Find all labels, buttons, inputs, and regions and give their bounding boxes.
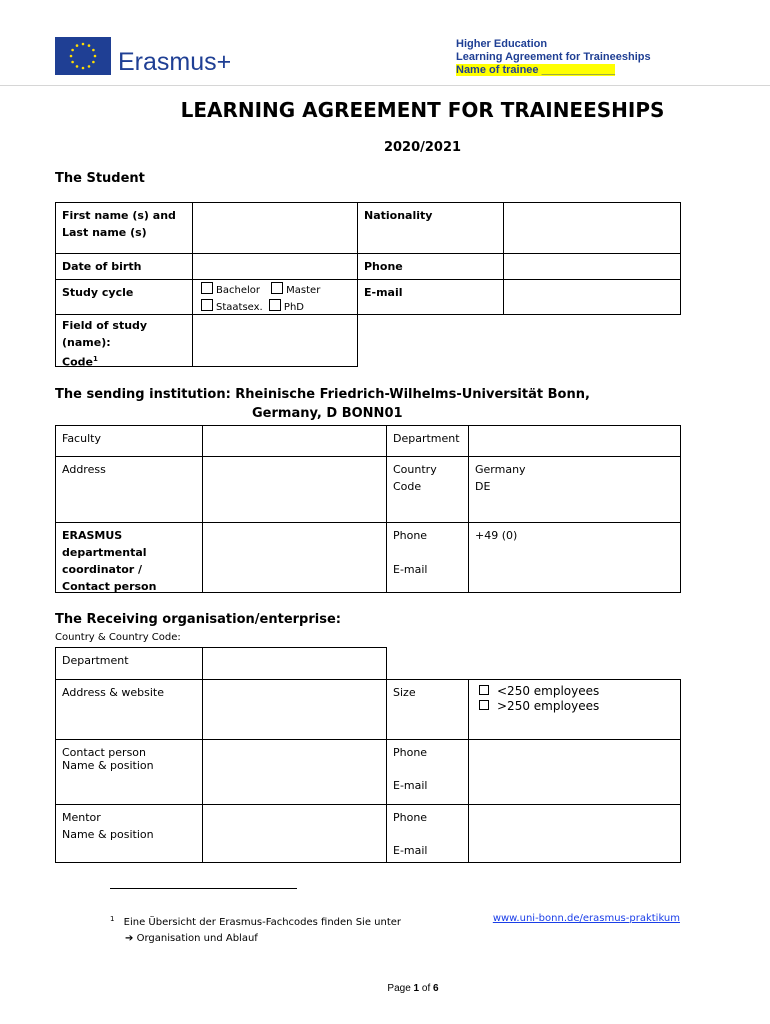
label-line: First name (s) and [62,209,176,222]
header-line-2: Learning Agreement for Traineeships [456,51,651,63]
sending-heading [55,385,590,423]
address-field[interactable] [202,456,387,523]
address-label: Address [55,456,203,523]
header-line-1: Higher Education [456,38,548,50]
size-options [468,679,681,740]
label-line: Name & position [62,759,154,772]
footnote-rule [110,888,297,889]
receiving-heading: The Receiving organisation/enterprise: [55,612,341,627]
dob-field[interactable] [192,253,358,280]
page-number [0,983,770,994]
coordinator-contact-values[interactable] [468,522,681,593]
phone-value: +49 (0) [475,529,518,542]
master-label: Master [286,285,321,296]
header-line-3 [456,64,651,77]
footnote-line-1 [110,911,680,931]
faculty-field[interactable] [202,425,387,457]
phone-label: Phone [393,529,428,542]
label-line: Contact person [62,580,157,593]
page-total: 6 [433,983,439,994]
country-value: Germany [475,463,526,476]
email-label: E-mail [393,844,428,857]
recv-department-label: Department [55,647,203,680]
footnote-text-2: Organisation und Ablauf [136,933,258,945]
bachelor-checkbox[interactable] [201,282,213,294]
heading-line: The sending institution: Rheinische Friedrich-Wilhelms-Universität Bonn, [55,387,590,402]
contact-person-label [55,739,203,805]
label-line: departmental [62,546,147,559]
label-line: (name): [62,336,111,349]
country-label: Country [393,463,437,476]
country-code-note: Country & Country Code: [55,632,181,643]
first-name-field[interactable] [192,202,358,254]
phone-label: Phone [357,253,504,280]
country-code-label [386,456,469,523]
header-info [456,38,651,77]
arrow-right-icon: ➔ [125,933,134,945]
label-line: ERASMUS [62,529,123,542]
phone-label: Phone [393,811,428,824]
code-label: Code [393,480,422,493]
size-option-large [479,699,674,714]
page-title: LEARNING AGREEMENT FOR TRAINEESHIPS [180,98,665,122]
eu-flag-logo [55,37,111,75]
label-line: Mentor [62,811,101,824]
footnote-line-2 [110,931,680,947]
header-divider [0,85,770,86]
master-checkbox[interactable] [271,282,283,294]
page-current: 1 [413,983,420,994]
staatsex-checkbox[interactable] [201,299,213,311]
nationality-label: Nationality [357,202,504,254]
staatsex-label: Staatsex. [216,302,263,313]
department-label: Department [386,425,469,457]
mentor-label [55,804,203,863]
phd-checkbox[interactable] [269,299,281,311]
mentor-field[interactable] [202,804,387,863]
field-of-study-field[interactable] [192,314,358,367]
size-large-checkbox[interactable] [479,700,489,710]
footnote-link[interactable]: www.uni-bonn.de/erasmus-praktikum [492,913,680,924]
academic-year: 2020/2021 [383,140,462,155]
phone-label: Phone [393,746,428,759]
email-field[interactable] [503,279,681,315]
email-label: E-mail [393,779,428,792]
recv-address-field[interactable] [202,679,387,740]
recv-address-label: Address & website [55,679,203,740]
coordinator-field[interactable] [202,522,387,593]
label-line: Last name (s) [62,226,147,239]
label-line: coordinator / [62,563,143,576]
study-cycle-row [201,282,349,299]
contact-values[interactable] [468,739,681,805]
contact-person-field[interactable] [202,739,387,805]
coordinator-label [55,522,203,593]
phone-field[interactable] [503,253,681,280]
mentor-contact-labels [386,804,469,863]
size-label: Size [386,679,469,740]
country-code-value [468,456,681,523]
phd-label: PhD [283,302,304,313]
label-line: Contact person [62,746,146,759]
field-of-study-label [55,314,193,367]
size-option-small [479,684,674,699]
heading-line: Germany, D BONN01 [252,406,403,421]
student-heading: The Student [55,171,145,186]
nationality-field[interactable] [503,202,681,254]
dob-label: Date of birth [55,253,193,280]
email-label: E-mail [357,279,504,315]
page-prefix: Page [387,983,414,994]
email-label: E-mail [393,563,428,576]
trainee-name-field: Name of trainee ____________ [456,64,615,76]
first-name-label [55,202,193,254]
code-text: Code [62,355,93,369]
label-line: Field of study [62,319,148,332]
study-cycle-label: Study cycle [55,279,193,315]
footnote-ref: 1 [92,355,98,363]
erasmus-brand: Erasmus+ [118,48,232,76]
size-small-checkbox[interactable] [479,685,489,695]
recv-department-field[interactable] [202,647,387,680]
size-small-label: <250 employees [497,684,600,698]
footnote [110,911,680,947]
coordinator-contact-labels [386,522,469,593]
code-value: DE [475,480,491,493]
study-cycle-options [192,279,358,315]
bachelor-label: Bachelor [216,285,260,296]
contact-labels [386,739,469,805]
label-line: Name & position [62,828,154,841]
footnote-number: 1 [110,915,115,923]
size-large-label: >250 employees [497,699,600,713]
faculty-label: Faculty [55,425,203,457]
label-line [62,351,186,371]
department-field[interactable] [468,425,681,457]
footnote-text: Eine Übersicht der Erasmus-Fachcodes finden Sie unter [123,917,402,929]
page-mid: of [419,983,434,994]
mentor-contact-values[interactable] [468,804,681,863]
